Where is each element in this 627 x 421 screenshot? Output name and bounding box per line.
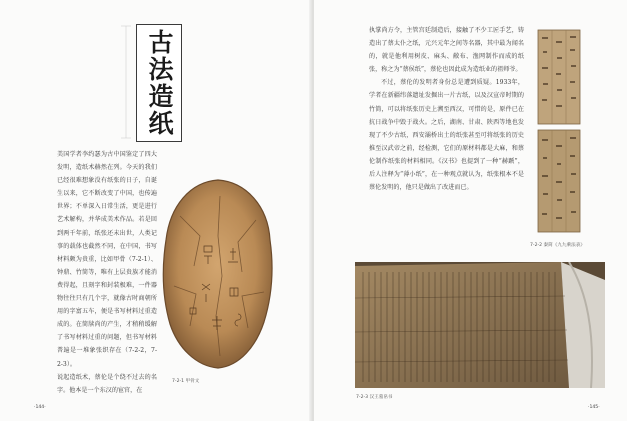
page-number-right: ·145· — [588, 405, 600, 410]
oracle-bone-figure — [160, 176, 276, 372]
figure-caption-oracle: 7-2-1 甲骨文 — [172, 379, 200, 384]
chapter-title: 古法造纸 — [145, 29, 174, 137]
left-page — [0, 0, 312, 421]
page-number-left: ·144· — [34, 405, 46, 410]
right-body-paragraph-1: 执掌尚方令，主管宫廷制造后，接触了不少工匠手艺，铸造出了蔡太仆之纸，元兴元年之间等名器，其中最为闻名的，就是他利用树皮、麻头、敝布、渔网制作而成的纸张，称之为“蔡侯纸”，蔡伦也因此成为造纸业的祖师爷。 — [369, 27, 524, 74]
left-body-column — [57, 148, 157, 397]
right-body-column — [369, 24, 524, 194]
figure-caption-bamboo: 7-2-2 秦简《九九乘法表》 — [530, 243, 585, 248]
right-body-paragraph-2: 不过，蔡伦的发明者身份总是遭到质疑。1933年，学者在新疆纬落遗址发掘出一片古纸，以及汉宣帝时期的竹简，可以将纸张历史上溯至西汉，可惜的是，原件已在抗日战争中毁于战火。之后，湖南、甘肃、陕西等地也发现了不少古纸，西安灞桥出土的纸张甚至可将纸张的历史推至汉武帝之前，经检测，它们的原材料都是大麻，和蔡伦制作纸张的材料相同。《汉书》也提到了一种“赫蹏”，后人注释为“薄小纸”，在一种观点就认为，纸张根本不是蔡伦发明的，他只是做出了改进而已。 — [369, 79, 524, 192]
silk-manuscript-figure — [355, 262, 605, 388]
figure-caption-silk: 7-2-3 汉王墓帛书 — [356, 395, 393, 400]
bamboo-slip-figure — [534, 28, 584, 234]
chapter-title-box — [136, 24, 182, 142]
title-ornament-icon — [118, 24, 134, 140]
left-body-text: 美国学者李约瑟为古中国鉴定了四大发明，造纸术赫然在列。今天的我们已经很难想象没有纸张的日子，自诞生以来，它不断改变了中国，也传遍世界；不单深入日常生活，更是进行艺术解构，并华成美术作品。若是回到两千年前，纸张还未出世，人类记事的载体也截然不同，在中国，书写材料颇为贵重，比如甲骨（7-2-1）、钟鼎、竹简等，唯有上层贵族才能消费得起，且刻字和封装极难，一件器物往往只有几个字，就像古时商朝所用的字富五车，便是书写材料过重造成的。在简牍尚的产生，才稍稍缓解了书写材料过重的问题，但书写材料普遍是一堆象张织存在（7-2-2，7-2-3）。 说起造纸术，蔡伦是个绕不过去的名字。他本是一个东汉的宦官，在 — [57, 151, 157, 394]
